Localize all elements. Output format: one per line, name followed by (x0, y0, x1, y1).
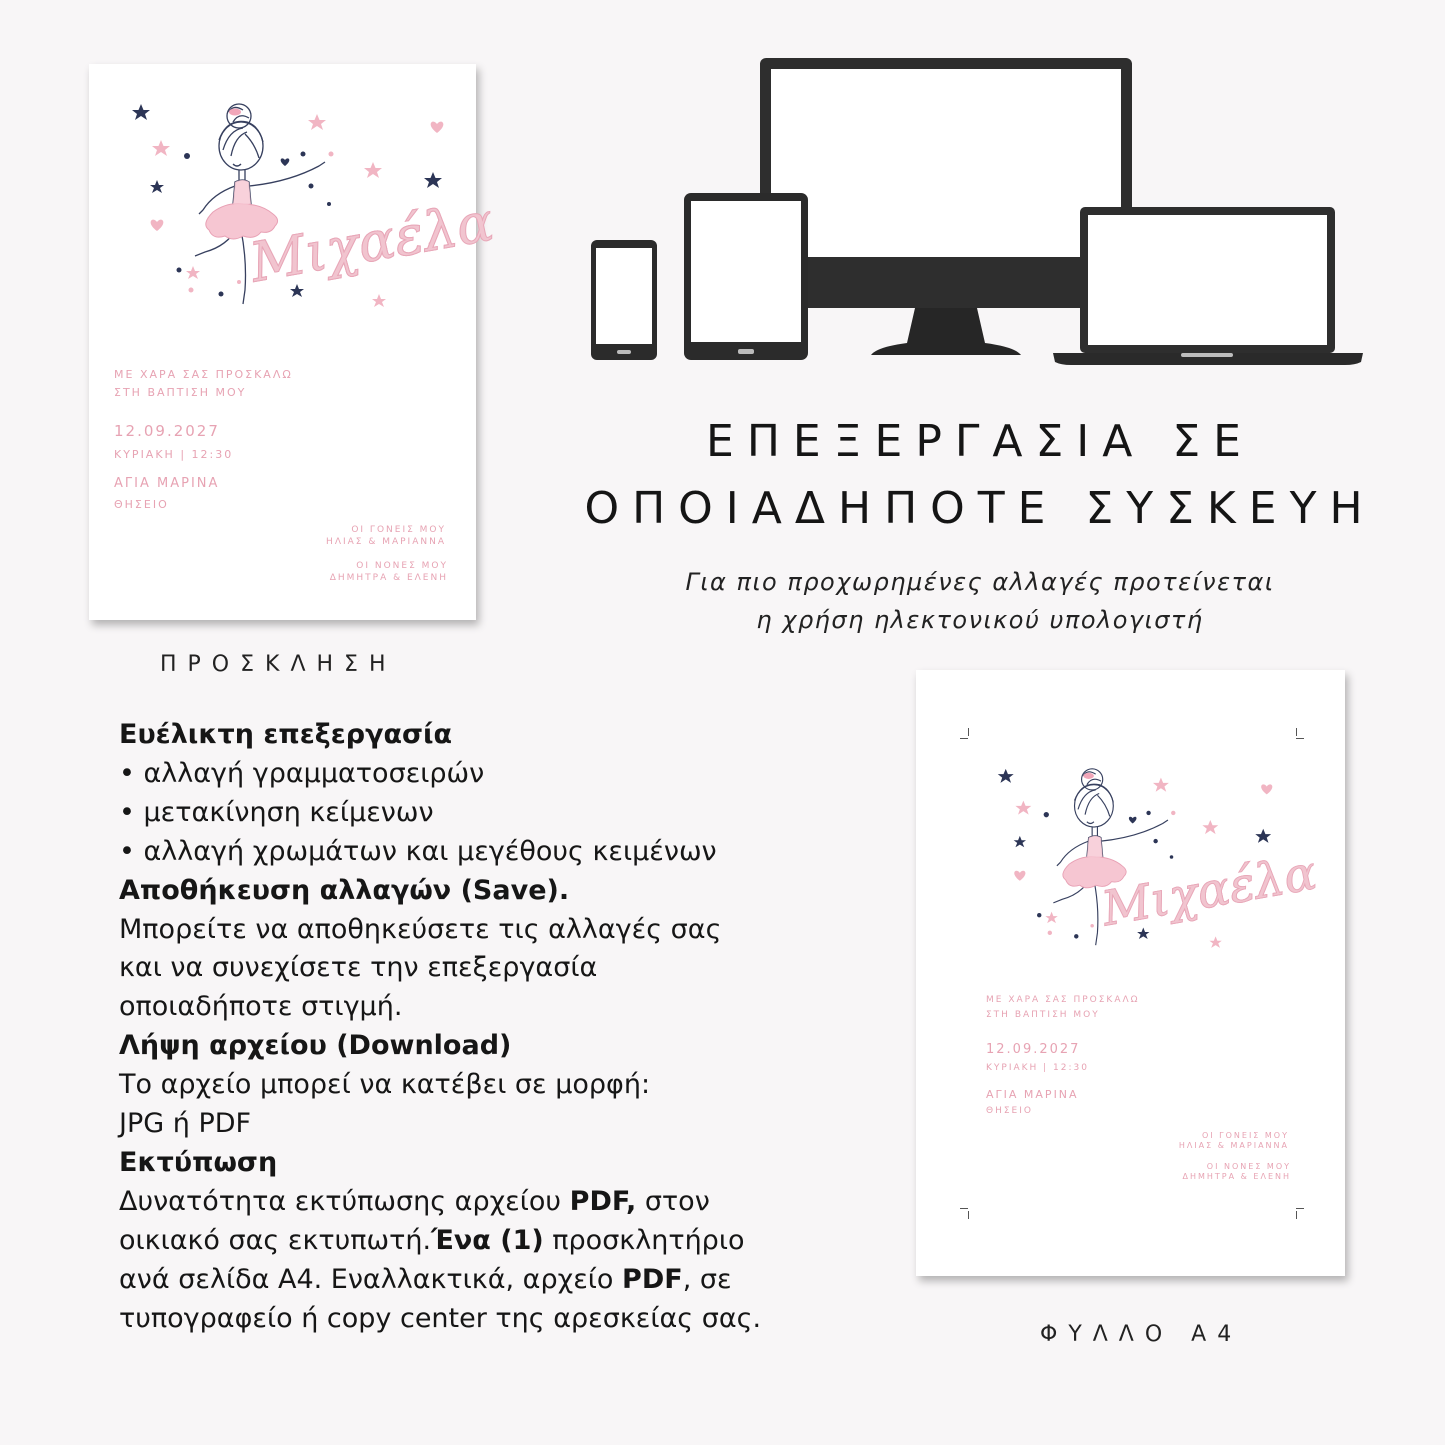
invitation-date: 12.09.2027 (986, 1042, 1081, 1057)
save-text: και να συνεχίσετε την επεξεργασία (119, 952, 598, 984)
crop-mark (968, 728, 969, 736)
crop-mark (1296, 1211, 1297, 1219)
parents-names: ΗΛΙΑΣ & ΜΑΡΙΑΝΝΑ (1178, 1141, 1289, 1150)
print-title: Εκτύπωση (119, 1146, 278, 1178)
invitation-line1: ΜΕ ΧΑΡΑ ΣΑΣ ΠΡΟΣΚΑΛΩ (114, 368, 293, 381)
save-title: Αποθήκευση αλλαγών (Save). (119, 874, 570, 906)
tablet-icon (684, 193, 808, 360)
feature-bullet: • μετακίνηση κείμενων (119, 796, 434, 828)
invitation-area: ΘΗΣΕΙΟ (114, 498, 169, 511)
crop-mark (960, 1208, 968, 1209)
print-text: ανά σελίδα Α4. Εναλλακτικά, αρχείο PDF, σε (119, 1263, 732, 1295)
print-text: οικιακό σας εκτυπωτή.Ένα (1) προσκλητήριο (119, 1224, 745, 1256)
name-script: Μιχαέλα (1098, 845, 1321, 938)
crop-mark (1296, 728, 1297, 736)
invitation-day-time: ΚΥΡΙΑΚΗ | 12:30 (986, 1063, 1089, 1073)
feature-bullet: • αλλαγή χρωμάτων και μεγέθους κειμένων (119, 835, 717, 867)
invitation-church: ΑΓΙΑ ΜΑΡΙΝΑ (114, 476, 220, 491)
a4-sheet (916, 670, 1345, 1276)
invitation-date: 12.09.2027 (114, 422, 220, 440)
laptop-icon (1053, 207, 1363, 365)
ballerina-illustration (121, 94, 499, 314)
save-text: Μπορείτε να αποθηκεύσετε τις αλλαγές σας (119, 913, 722, 945)
godparents-label: ΟΙ ΝΟΝΕΣ ΜΟΥ (356, 561, 448, 571)
godparents-label: ΟΙ ΝΟΝΕΣ ΜΟΥ (1206, 1162, 1291, 1171)
godparents-names: ΔΗΜΗΤΡΑ & ΕΛΕΝΗ (329, 573, 448, 583)
features-text (119, 716, 839, 1339)
invitation-line2: ΣΤΗ ΒΑΠΤΙΣΗ ΜΟΥ (986, 1010, 1100, 1020)
invitation-card (89, 64, 499, 620)
heading-line1: ΕΠΕΞΕΡΓΑΣΙΑ ΣΕ (706, 416, 1254, 467)
note-line1: Για πιο προχωρημένες αλλαγές προτείνεται (685, 568, 1275, 596)
download-title: Λήψη αρχείου (Download) (119, 1030, 512, 1062)
name-script: Μιχαέλα (245, 189, 499, 295)
editing-title: Ευέλικτη επεξεργασία (119, 719, 453, 750)
invitation-caption: ΠΡΟΣΚΛΗΣΗ (160, 652, 397, 677)
ballerina-illustration (988, 760, 1321, 954)
print-text: τυπογραφείο ή copy center της αρεσκείας σας. (119, 1302, 762, 1334)
parents-label: ΟΙ ΓΟΝΕΙΣ ΜΟΥ (351, 525, 446, 535)
phone-icon (591, 240, 657, 360)
invitation-day-time: ΚΥΡΙΑΚΗ | 12:30 (114, 448, 234, 461)
invitation-line2: ΣΤΗ ΒΑΠΤΙΣΗ ΜΟΥ (114, 386, 247, 399)
download-text: JPG ή PDF (119, 1108, 252, 1140)
crop-mark (960, 738, 968, 739)
parents-label: ΟΙ ΓΟΝΕΙΣ ΜΟΥ (1201, 1131, 1289, 1140)
crop-mark (1296, 738, 1304, 739)
print-text: Δυνατότητα εκτύπωσης αρχείου PDF, στον (119, 1185, 710, 1217)
parents-names: ΗΛΙΑΣ & ΜΑΡΙΑΝΝΑ (326, 537, 446, 547)
monitor-icon (760, 58, 1132, 355)
download-text: Το αρχείο μπορεί να κατέβει σε μορφή: (119, 1069, 651, 1101)
note-line2: η χρήση ηλεκτονικού υπολογιστή (756, 606, 1204, 634)
crop-mark (968, 1211, 969, 1219)
invitation-church: ΑΓΙΑ ΜΑΡΙΝΑ (986, 1088, 1079, 1101)
crop-mark (1296, 1208, 1304, 1209)
a4-caption: ΦΥΛΛΟ Α4 (1040, 1322, 1243, 1347)
save-text: οποιαδήποτε στιγμή. (119, 991, 403, 1023)
feature-bullet: • αλλαγή γραμματοσειρών (119, 757, 485, 789)
invitation-area: ΘΗΣΕΙΟ (986, 1106, 1033, 1116)
invitation-line1: ΜΕ ΧΑΡΑ ΣΑΣ ΠΡΟΣΚΑΛΩ (986, 995, 1140, 1005)
godparents-names: ΔΗΜΗΤΡΑ & ΕΛΕΝΗ (1182, 1172, 1291, 1181)
heading-line2: ΟΠΟΙΑΔΗΠΟΤΕ ΣΥΣΚΕΥΗ (584, 483, 1376, 534)
devices-illustration (585, 55, 1365, 370)
